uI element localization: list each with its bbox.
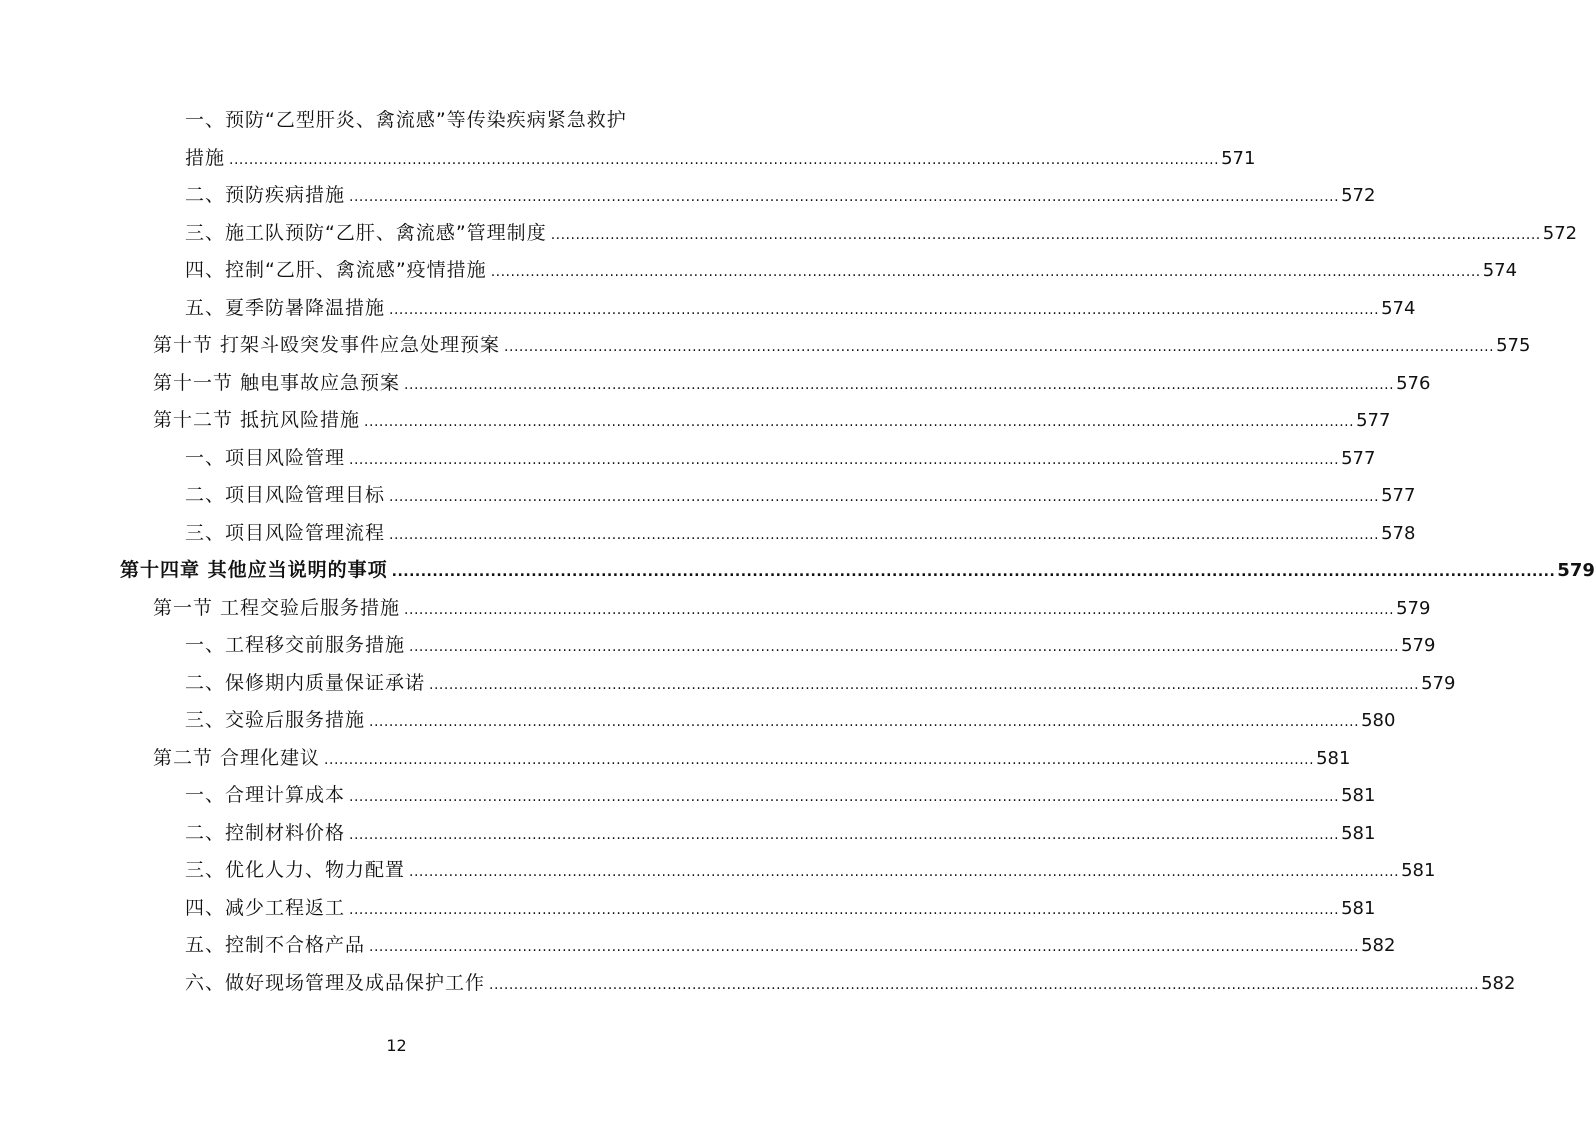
toc-entry-title: 一、合理计算成本	[185, 784, 346, 806]
toc-leader-dots: ........................................................................................................................................................................................................	[324, 751, 1315, 768]
toc-entry-title: 五、夏季防暑降温措施	[185, 296, 386, 319]
toc-entry-page: 582	[1361, 935, 1396, 956]
toc-entry-title: 第十节 打架斗殴突发事件应急处理预案	[153, 334, 501, 356]
toc-entry-title: 三、优化人力、物力配置	[185, 859, 406, 881]
toc-entry	[0, 890, 1376, 928]
page-number: 12	[386, 1036, 407, 1055]
toc-entry-title: 六、做好现场管理及成品保护工作	[185, 971, 486, 994]
toc-entry	[0, 365, 1431, 403]
toc-leader-dots: ........................................................................................................................................................................................................	[349, 451, 1340, 468]
toc-leader-dots: ........................................................................................................................................................................................................	[409, 639, 1400, 655]
toc-leader-dots: ........................................................................................................................................................................................................	[364, 414, 1355, 430]
toc-entry-title: 二、项目风险管理目标	[185, 484, 386, 506]
toc-entry-title: 措施	[185, 146, 226, 169]
toc-entry-title: 四、减少工程返工	[185, 896, 346, 919]
toc-entry	[0, 665, 1456, 703]
toc-entry-page: 572	[1341, 185, 1376, 206]
toc-leader-dots: ........................................................................................................................................................................................................	[349, 789, 1340, 805]
toc-entry	[0, 777, 1376, 815]
toc-entry-page: 579	[1421, 672, 1456, 694]
toc-leader-dots: ........................................................................................................................................................................................................	[229, 151, 1220, 168]
toc-entry-title: 三、项目风险管理流程	[185, 521, 386, 544]
toc-entry	[0, 627, 1436, 665]
toc-leader-dots: ........................................................................................................................................................................................................	[389, 301, 1380, 318]
toc-entry-page: 575	[1496, 335, 1531, 356]
toc-entry-page: 581	[1316, 747, 1351, 769]
toc-leader-dots: ........................................................................................................................................................................................................	[349, 826, 1340, 843]
toc-entry-page: 572	[1542, 222, 1578, 244]
toc-entry-page: 579	[1401, 635, 1436, 656]
toc-entry	[0, 327, 1531, 365]
toc-entry-title: 二、保修期内质量保证承诺	[185, 671, 426, 694]
toc-entry-title: 第十四章 其他应当说明的事项	[120, 559, 388, 581]
toc-entry-title: 二、预防疾病措施	[185, 184, 346, 206]
toc-entry-page: 574	[1381, 297, 1416, 319]
toc-entry-page: 581	[1341, 785, 1376, 806]
toc-leader-dots: ........................................................................................................................................................................................................	[369, 714, 1360, 730]
toc-entry	[0, 252, 1518, 290]
toc-entry-page: 577	[1381, 485, 1416, 506]
table-of-contents	[0, 102, 1595, 1002]
toc-leader-dots: ........................................................................................................................................................................................................	[404, 601, 1395, 618]
toc-entry-page: 577	[1356, 410, 1391, 431]
toc-entry-title: 二、控制材料价格	[185, 821, 346, 844]
toc-entry	[0, 102, 1256, 177]
toc-entry-page: 580	[1361, 710, 1396, 731]
toc-entry-page: 579	[1396, 597, 1431, 619]
toc-leader-dots: ........................................................................................................................................................................................................	[404, 376, 1395, 393]
toc-entry	[0, 177, 1376, 215]
toc-entry-page: 576	[1396, 372, 1431, 394]
toc-entry	[0, 440, 1376, 478]
toc-entry-title-line1: 一、预防“乙型肝炎、禽流感”等传染疾病紧急救护	[185, 109, 627, 131]
toc-entry-title: 一、工程移交前服务措施	[185, 634, 406, 656]
toc-leader-dots: ........................................................................................................................................................................................................	[349, 901, 1340, 918]
toc-leader-dots: ........................................................................................................................................................................................................	[504, 339, 1495, 355]
toc-leader-dots: ........................................................................................................................................................................................................	[349, 189, 1340, 205]
toc-leader-dots: ........................................................................................................................................................................................................	[409, 864, 1400, 880]
toc-entry	[0, 477, 1416, 515]
toc-entry	[0, 215, 1578, 253]
toc-entry-title: 第十一节 触电事故应急预案	[153, 371, 401, 394]
toc-entry-page: 579	[1557, 560, 1595, 581]
toc-entry-page: 578	[1381, 522, 1416, 544]
toc-entry	[0, 852, 1436, 890]
toc-entry-title: 三、交验后服务措施	[185, 709, 366, 731]
toc-entry-page: 581	[1401, 860, 1436, 881]
toc-entry	[0, 965, 1516, 1003]
toc-leader-dots: ........................................................................................................................................................................................................	[391, 564, 1556, 580]
toc-entry	[0, 740, 1351, 778]
toc-entry-title: 三、施工队预防“乙肝、禽流感”管理制度	[185, 221, 547, 244]
toc-entry-title: 第十二节 抵抗风险措施	[153, 409, 361, 431]
toc-entry-page: 571	[1221, 147, 1256, 169]
toc-entry-title: 第一节 工程交验后服务措施	[153, 596, 401, 619]
toc-entry-page: 582	[1481, 972, 1516, 994]
toc-entry-title: 五、控制不合格产品	[185, 934, 366, 956]
toc-entry-page: 581	[1341, 822, 1376, 844]
toc-leader-dots: ........................................................................................................................................................................................................	[389, 489, 1380, 505]
toc-leader-dots: ........................................................................................................................................................................................................	[490, 264, 1481, 280]
toc-entry	[0, 927, 1396, 965]
toc-entry	[0, 402, 1391, 440]
toc-entry-chapter	[0, 552, 1595, 590]
toc-entry	[0, 815, 1376, 853]
toc-leader-dots: ........................................................................................................................................................................................................	[550, 226, 1541, 243]
toc-entry-title: 四、控制“乙肝、禽流感”疫情措施	[185, 259, 487, 281]
toc-entry-page: 574	[1482, 260, 1518, 281]
toc-leader-dots: ........................................................................................................................................................................................................	[489, 976, 1480, 993]
toc-entry-title: 第二节 合理化建议	[153, 746, 321, 769]
toc-entry	[0, 590, 1431, 628]
toc-entry	[0, 515, 1416, 553]
toc-entry-page: 581	[1341, 897, 1376, 919]
toc-entry-title: 一、项目风险管理	[185, 446, 346, 469]
toc-entry	[0, 290, 1416, 328]
toc-leader-dots: ........................................................................................................................................................................................................	[429, 676, 1420, 693]
toc-entry	[0, 702, 1396, 740]
toc-entry-page: 577	[1341, 447, 1376, 469]
toc-leader-dots: ........................................................................................................................................................................................................	[389, 526, 1380, 543]
toc-leader-dots: ........................................................................................................................................................................................................	[369, 939, 1360, 955]
